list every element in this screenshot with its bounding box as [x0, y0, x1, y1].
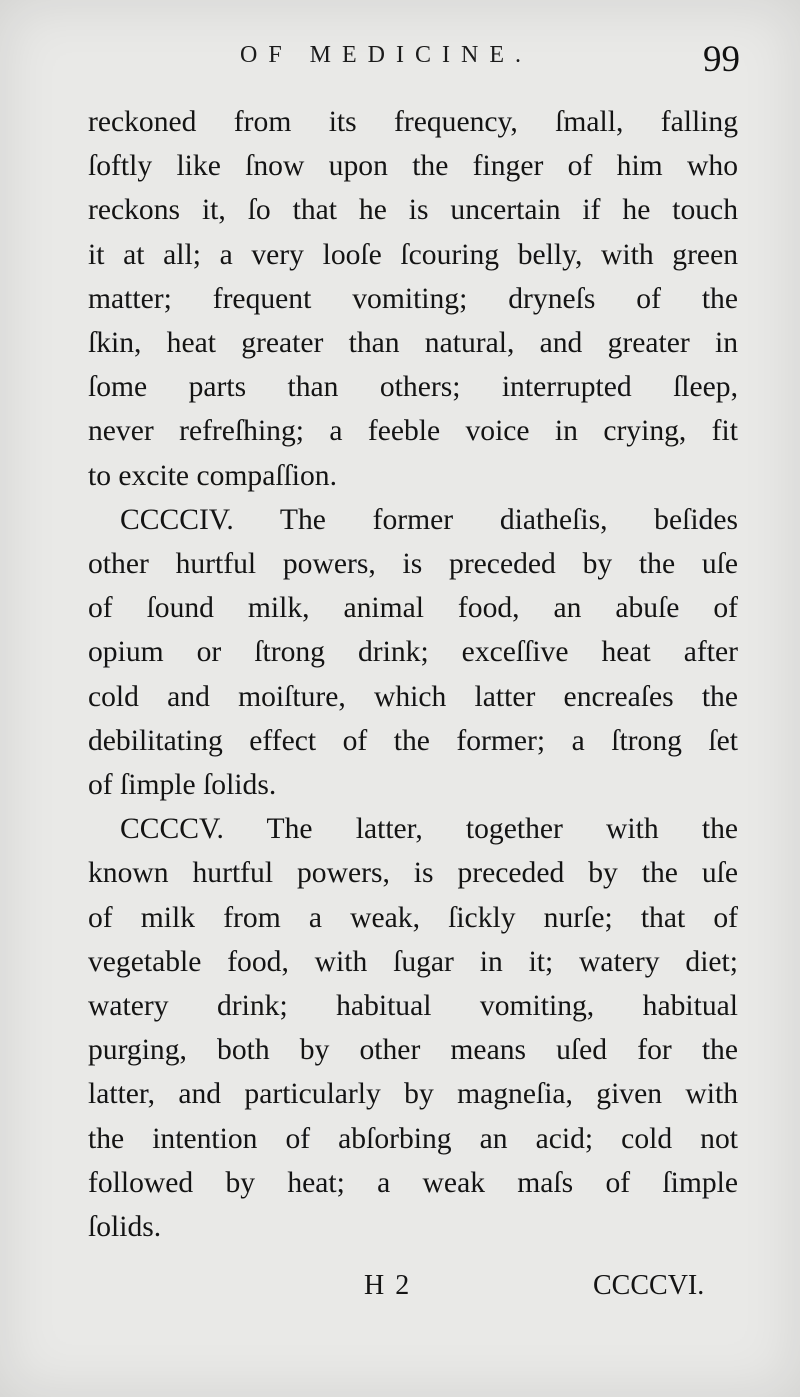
text-line: purging, both by other means uſed for the — [88, 1034, 738, 1067]
text-line: it at all; a very looſe ſcouring belly, with green — [88, 238, 738, 271]
text-line: ſome parts than others; interrupted ſleep, — [88, 371, 738, 404]
text-line: reckons it, ſo that he is uncertain if he touch — [88, 194, 738, 227]
section-ccciv-first-line: CCCCIV. The former diatheſis, beſides — [120, 503, 738, 536]
text-line: matter; frequent vomiting; dryneſs of the — [88, 282, 738, 315]
text-line: opium or ſtrong drink; exceſſive heat after — [88, 636, 738, 669]
signature-mark: H 2 — [364, 1270, 412, 1301]
text-line: reckoned from its frequency, ſmall, falling — [88, 106, 738, 138]
running-title: OF MEDICINE. — [240, 42, 532, 68]
text-line: the intention of abſorbing an acid; cold not — [88, 1122, 738, 1155]
text-line: ſoftly like ſnow upon the finger of him who — [88, 150, 738, 183]
catchword: CCCCVI. — [593, 1270, 705, 1301]
text-line: ſolids. — [88, 1211, 162, 1244]
text-line: other hurtful powers, is preceded by the uſe — [88, 548, 738, 581]
page-number: 99 — [703, 39, 740, 80]
text-line: latter, and particularly by magneſia, given with — [88, 1078, 738, 1111]
text-line: followed by heat; a weak maſs of ſimple — [88, 1166, 738, 1199]
text-line: of ſound milk, animal food, an abuſe of — [88, 592, 738, 625]
text-line: known hurtful powers, is preceded by the uſe — [88, 857, 738, 890]
text-line: debilitating effect of the former; a ſtrong ſet — [88, 724, 738, 757]
text-line: of milk from a weak, ſickly nurſe; that of — [88, 901, 738, 934]
text-line: ſkin, heat greater than natural, and greater in — [88, 327, 738, 360]
text-line: never refreſhing; a feeble voice in crying, fit — [88, 415, 738, 448]
text-line: of ſimple ſolids. — [88, 769, 277, 802]
body-text — [88, 100, 738, 1249]
text-line: vegetable food, with ſugar in it; watery diet; — [88, 945, 738, 978]
section-ccccv-first-line: CCCCV. The latter, together with the — [120, 813, 738, 846]
text-line: watery drink; habitual vomiting, habitual — [88, 990, 738, 1023]
text-line: to excite compaſſion. — [88, 459, 338, 492]
text-line: cold and moiſture, which latter encreaſes the — [88, 680, 738, 713]
